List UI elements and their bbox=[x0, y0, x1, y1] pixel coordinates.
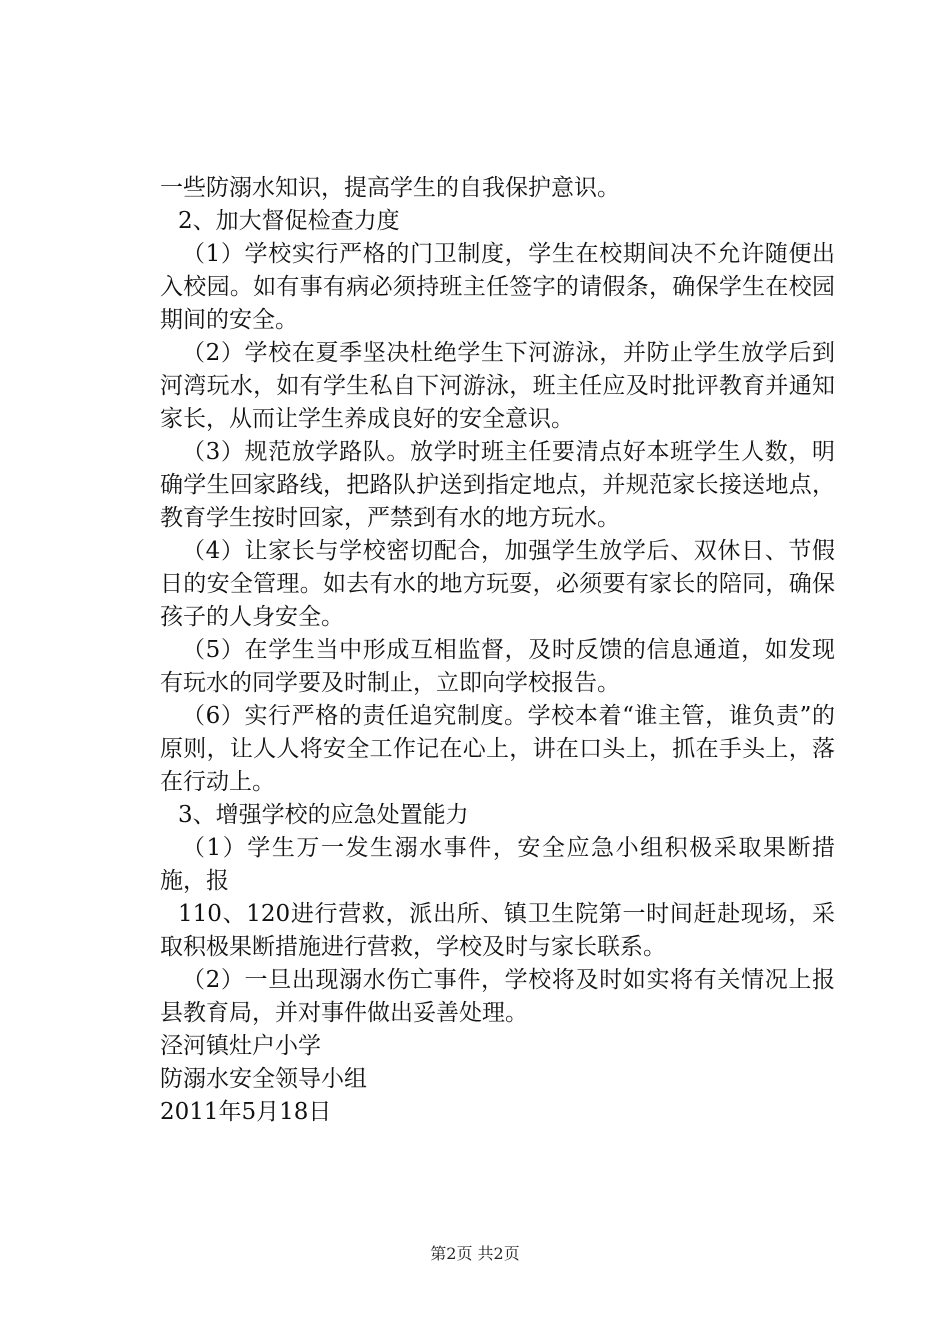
paragraph-2-4: （4）让家长与学校密切配合，加强学生放学后、双休日、节假日的安全管理。如去有水的地方玩耍，必须要有家长的陪同，确保孩子的人身安全。 bbox=[160, 538, 835, 630]
paragraph-2-3: （3）规范放学路队。放学时班主任要清点好本班学生人数，明确学生回家路线，把路队护送到指定地点，并规范家长接送地点，教育学生按时回家，严禁到有水的地方玩水。 bbox=[160, 439, 835, 531]
paragraph-3-1: （1）学生万一发生溺水事件，安全应急小组积极采取果断措施，报 bbox=[160, 835, 835, 894]
section-heading-3: 3、增强学校的应急处置能力 bbox=[178, 802, 469, 828]
signature-group: 防溺水安全领导小组 bbox=[160, 1066, 367, 1092]
paragraph-3-2: （2）一旦出现溺水伤亡事件，学校将及时如实将有关情况上报县教育局，并对事件做出妥善处理。 bbox=[160, 967, 835, 1026]
paragraph-2-5: （5）在学生当中形成互相监督，及时反馈的信息通道，如发现有玩水的同学要及时制止，立即向学校报告。 bbox=[160, 637, 835, 696]
paragraph-continuation: 一些防溺水知识，提高学生的自我保护意识。 bbox=[160, 175, 620, 201]
paragraph-3-1-continued: 110、120进行营救，派出所、镇卫生院第一时间赶赴现场，采取积极果断措施进行营救，学校及时与家长联系。 bbox=[160, 901, 835, 960]
paragraph-2-1: （1）学校实行严格的门卫制度，学生在校期间决不允许随便出入校园。如有事有病必须持班主任签字的请假条，确保学生在校园期间的安全。 bbox=[160, 241, 835, 333]
paragraph-2-2: （2）学校在夏季坚决杜绝学生下河游泳，并防止学生放学后到河湾玩水，如有学生私自下河游泳，班主任应及时批评教育并通知家长，从而让学生养成良好的安全意识。 bbox=[160, 340, 835, 432]
page-number-label: 第2页 共2页 bbox=[430, 1244, 520, 1263]
document-body bbox=[160, 172, 835, 1129]
paragraph-2-6: （6）实行严格的责任追究制度。学校本着“谁主管，谁负责”的原则，让人人将安全工作记在心上，讲在口头上，抓在手头上，落在行动上。 bbox=[160, 703, 835, 795]
signature-school: 泾河镇灶户小学 bbox=[160, 1033, 321, 1059]
signature-date: 2011年5月18日 bbox=[160, 1099, 332, 1125]
page-footer bbox=[0, 1244, 950, 1264]
section-heading-2: 2、加大督促检查力度 bbox=[178, 208, 400, 234]
